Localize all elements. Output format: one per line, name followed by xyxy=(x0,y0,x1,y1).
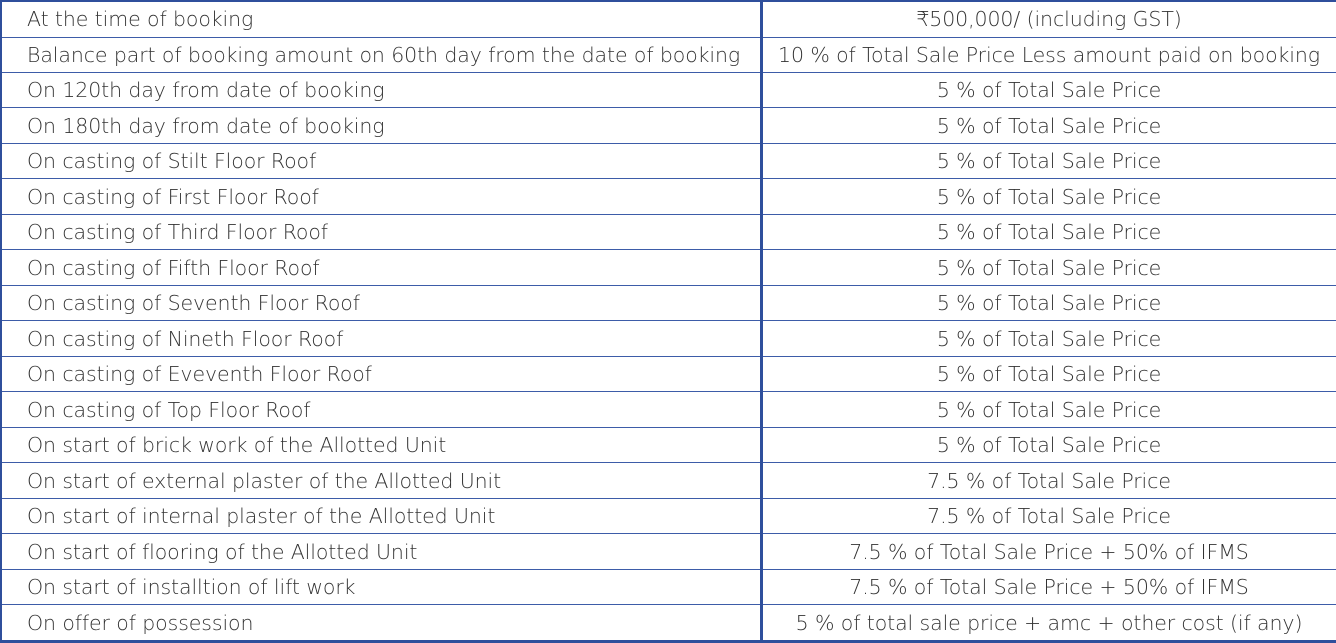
stage-cell: On start of internal plaster of the Allotted Unit xyxy=(1,498,761,533)
table-row xyxy=(1,356,1336,391)
stage-cell: On start of flooring of the Allotted Unit xyxy=(1,534,761,569)
table-row xyxy=(1,534,1336,569)
table-row xyxy=(1,108,1336,143)
table-row xyxy=(1,392,1336,427)
table-row xyxy=(1,37,1336,72)
stage-cell: On casting of Nineth Floor Roof xyxy=(1,321,761,356)
amount-cell: 5 % of Total Sale Price xyxy=(761,285,1336,320)
amount-cell: 5 % of Total Sale Price xyxy=(761,356,1336,391)
stage-cell: On offer of possession xyxy=(1,605,761,642)
stage-cell: On 120th day from date of booking xyxy=(1,72,761,107)
table-row xyxy=(1,321,1336,356)
table-row xyxy=(1,214,1336,249)
amount-cell: 5 % of Total Sale Price xyxy=(761,179,1336,214)
amount-cell: 7.5 % of Total Sale Price + 50% of IFMS xyxy=(761,569,1336,604)
table-row xyxy=(1,143,1336,178)
amount-cell: ₹500,000/ (including GST) xyxy=(761,1,1336,37)
table-row xyxy=(1,179,1336,214)
amount-cell: 7.5 % of Total Sale Price + 50% of IFMS xyxy=(761,534,1336,569)
stage-cell: On casting of Seventh Floor Roof xyxy=(1,285,761,320)
table-row xyxy=(1,605,1336,642)
stage-cell: On start of brick work of the Allotted Unit xyxy=(1,427,761,462)
amount-cell: 5 % of Total Sale Price xyxy=(761,250,1336,285)
stage-cell: On 180th day from date of booking xyxy=(1,108,761,143)
stage-cell: On casting of Fifth Floor Roof xyxy=(1,250,761,285)
table-row xyxy=(1,427,1336,462)
amount-cell: 5 % of Total Sale Price xyxy=(761,392,1336,427)
table-row xyxy=(1,569,1336,604)
table-row xyxy=(1,498,1336,533)
stage-cell: On start of external plaster of the Allotted Unit xyxy=(1,463,761,498)
amount-cell: 10 % of Total Sale Price Less amount paid on booking xyxy=(761,37,1336,72)
amount-cell: 5 % of Total Sale Price xyxy=(761,214,1336,249)
stage-cell: On casting of Eveventh Floor Roof xyxy=(1,356,761,391)
table-row xyxy=(1,250,1336,285)
table-row xyxy=(1,463,1336,498)
payment-schedule-body xyxy=(1,1,1336,642)
amount-cell: 5 % of Total Sale Price xyxy=(761,321,1336,356)
amount-cell: 5 % of Total Sale Price xyxy=(761,427,1336,462)
stage-cell: At the time of booking xyxy=(1,1,761,37)
amount-cell: 5 % of Total Sale Price xyxy=(761,72,1336,107)
amount-cell: 5 % of Total Sale Price xyxy=(761,108,1336,143)
stage-cell: On casting of First Floor Roof xyxy=(1,179,761,214)
stage-cell: On casting of Top Floor Roof xyxy=(1,392,761,427)
stage-cell: On casting of Third Floor Roof xyxy=(1,214,761,249)
amount-cell: 5 % of Total Sale Price xyxy=(761,143,1336,178)
stage-cell: On start of installtion of lift work xyxy=(1,569,761,604)
amount-cell: 7.5 % of Total Sale Price xyxy=(761,463,1336,498)
table-row xyxy=(1,72,1336,107)
stage-cell: Balance part of booking amount on 60th day from the date of booking xyxy=(1,37,761,72)
amount-cell: 5 % of total sale price + amc + other cost (if any) xyxy=(761,605,1336,642)
stage-cell: On casting of Stilt Floor Roof xyxy=(1,143,761,178)
table-row xyxy=(1,285,1336,320)
amount-cell: 7.5 % of Total Sale Price xyxy=(761,498,1336,533)
table-row xyxy=(1,1,1336,37)
